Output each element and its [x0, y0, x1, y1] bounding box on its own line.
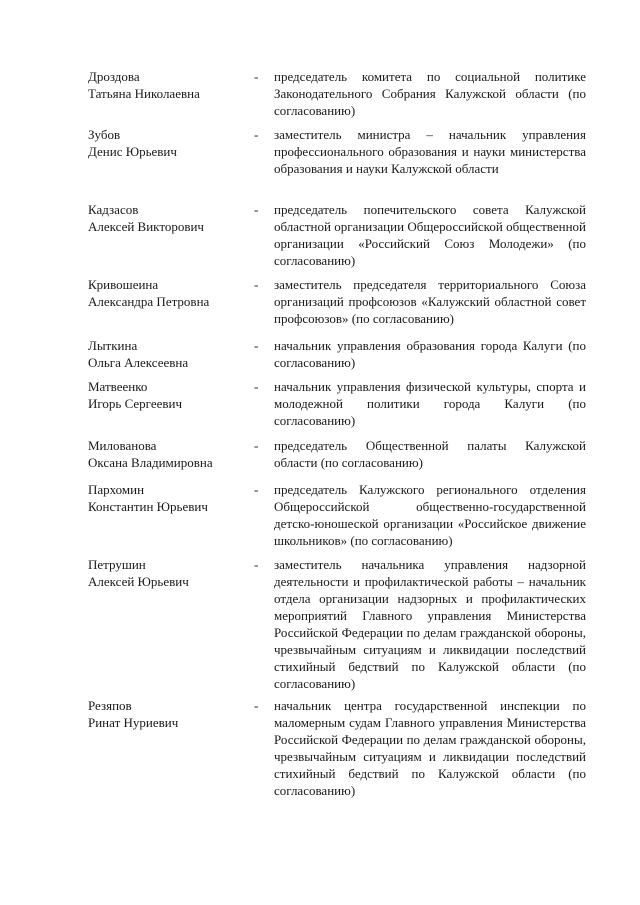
- separator-dash: -: [254, 338, 259, 353]
- separator-dash: -: [254, 69, 259, 84]
- separator-dash: -: [254, 127, 259, 142]
- member-given-names: Денис Юрьевич: [88, 144, 177, 159]
- member-given-names: Алексей Викторович: [88, 219, 204, 234]
- member-surname: Лыткина: [88, 338, 138, 353]
- member-given-names: Игорь Сергеевич: [88, 396, 183, 411]
- member-surname: Резяпов: [88, 698, 132, 713]
- member-given-names: Татьяна Николаевна: [88, 86, 200, 101]
- member-role: начальник управления образования города Калуги (по согласованию): [274, 338, 586, 370]
- member-surname: Милованова: [88, 438, 157, 453]
- member-surname: Зубов: [88, 127, 121, 142]
- member-name: [88, 126, 248, 160]
- member-given-names: Оксана Владимировна: [88, 455, 213, 470]
- member-name: [88, 556, 248, 590]
- member-role: начальник центра государственной инспекции по маломерным судам Главного управления Министерства Российской Федерации по делам гражданской обороны, чрезвычайным ситуациям и ликвидации последствий стихийный бедствий по Калужской области (по согласованию): [274, 698, 586, 798]
- member-given-names: Александра Петровна: [88, 294, 210, 309]
- member-surname: Кривошеина: [88, 277, 159, 292]
- member-role: председатель попечительского совета Калужской областной организации Общероссийской общественной организации «Российский Союз Молодежи» (по согласованию): [274, 202, 586, 268]
- member-name: [88, 437, 248, 471]
- member-role: заместитель министра – начальник управления профессионального образования и науки министерства образования и науки Калужской области: [274, 127, 586, 176]
- member-name: [88, 697, 248, 731]
- separator-dash: -: [254, 202, 259, 217]
- separator-dash: -: [254, 482, 259, 497]
- member-name: [88, 68, 248, 102]
- member-surname: Пархомин: [88, 482, 145, 497]
- member-name: [88, 201, 248, 235]
- member-surname: Матвеенко: [88, 379, 148, 394]
- member-name: [88, 337, 248, 371]
- member-role: председатель Калужского регионального отделения Общероссийской общественно-государственной детско-юношеской организации «Российское движение школьников» (по согласованию): [274, 482, 586, 548]
- member-name: [88, 378, 248, 412]
- separator-dash: -: [254, 277, 259, 292]
- member-role: председатель комитета по социальной политике Законодательного Собрания Калужской области (по согласованию): [274, 69, 586, 118]
- member-given-names: Алексей Юрьевич: [88, 574, 189, 589]
- member-role: председатель Общественной палаты Калужской области (по согласованию): [274, 438, 586, 470]
- member-role: начальник управления физической культуры, спорта и молодежной политики города Калуги (по согласованию): [274, 379, 586, 428]
- separator-dash: -: [254, 698, 259, 713]
- member-name: [88, 481, 248, 515]
- member-given-names: Константин Юрьевич: [88, 499, 208, 514]
- member-surname: Петрушин: [88, 557, 146, 572]
- separator-dash: -: [254, 379, 259, 394]
- member-surname: Кадзасов: [88, 202, 139, 217]
- member-name: [88, 276, 248, 310]
- separator-dash: -: [254, 557, 259, 572]
- separator-dash: -: [254, 438, 259, 453]
- member-given-names: Ринат Нуриевич: [88, 715, 179, 730]
- member-role: заместитель начальника управления надзорной деятельности и профилактической работы – начальник отдела организации надзорных и профилактических мероприятий Главного управления Министерства Российской Федерации по делам гражданской обороны, чрезвычайным ситуациям и ликвидации последствий стихийный бедствий по Калужской области (по согласованию): [274, 557, 586, 691]
- member-surname: Дроздова: [88, 69, 140, 84]
- member-given-names: Ольга Алексеевна: [88, 355, 189, 370]
- member-role: заместитель председателя территориального Союза организаций профсоюзов «Калужский областной совет профсоюзов» (по согласованию): [274, 277, 586, 326]
